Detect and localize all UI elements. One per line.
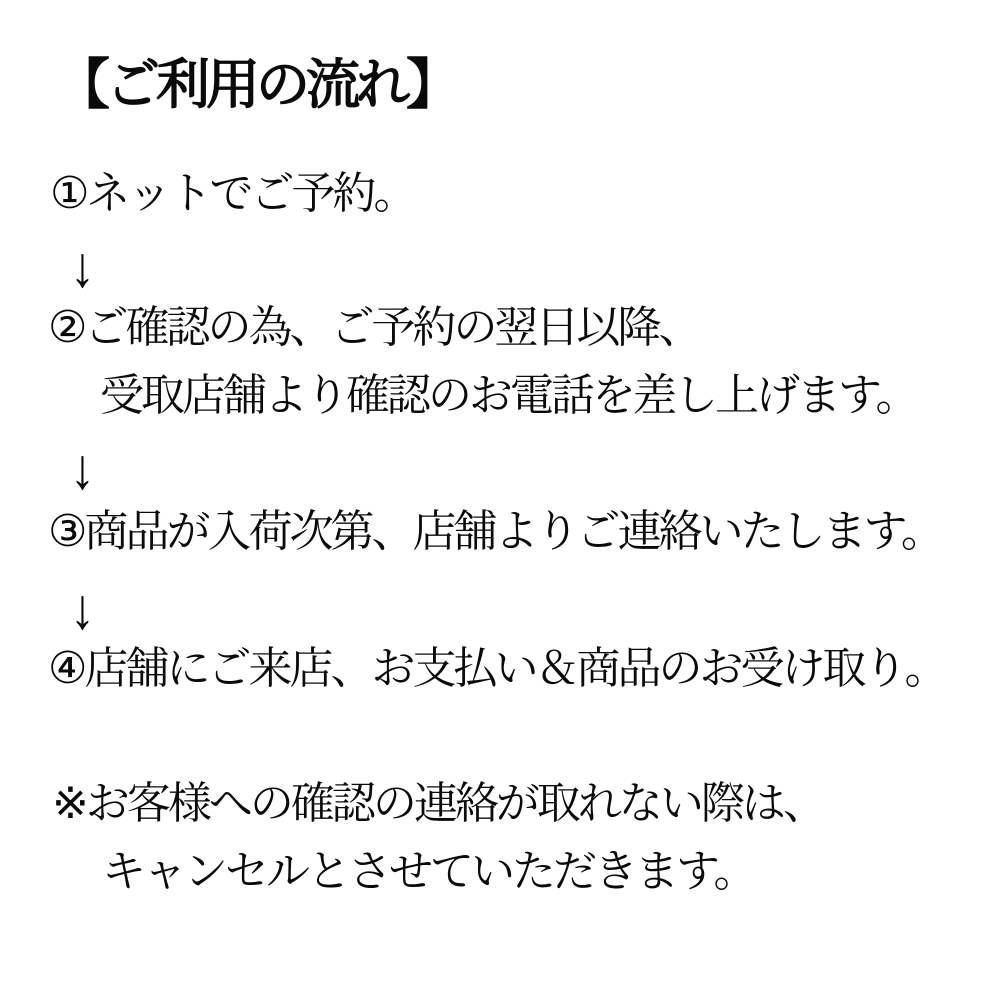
flow-step-2-line-2: 受取店舗より確認のお電話を差し上げます。 xyxy=(100,371,917,420)
cancellation-note-line-1: ※お客様への確認の連絡が取れない際は、 xyxy=(52,779,824,828)
flow-step-1: ①ネットでご予約。 xyxy=(50,169,415,218)
cancellation-note-line-2: キャンセルとさせていただきます。 xyxy=(102,847,755,896)
flow-step-4: ④店舗にご来店、お支払い＆商品のお受け取り。 xyxy=(48,644,946,693)
flow-step-3: ③商品が入荷次第、店舗よりご連絡いたします。 xyxy=(48,507,942,556)
flow-step-2-line-1: ②ご確認の為、ご予約の翌日以降、 xyxy=(48,303,700,352)
page-title: 【ご利用の流れ】 xyxy=(56,55,456,115)
down-arrow-icon: ↓ xyxy=(70,436,95,501)
down-arrow-icon: ↓ xyxy=(70,576,95,641)
down-arrow-icon: ↓ xyxy=(70,234,95,299)
